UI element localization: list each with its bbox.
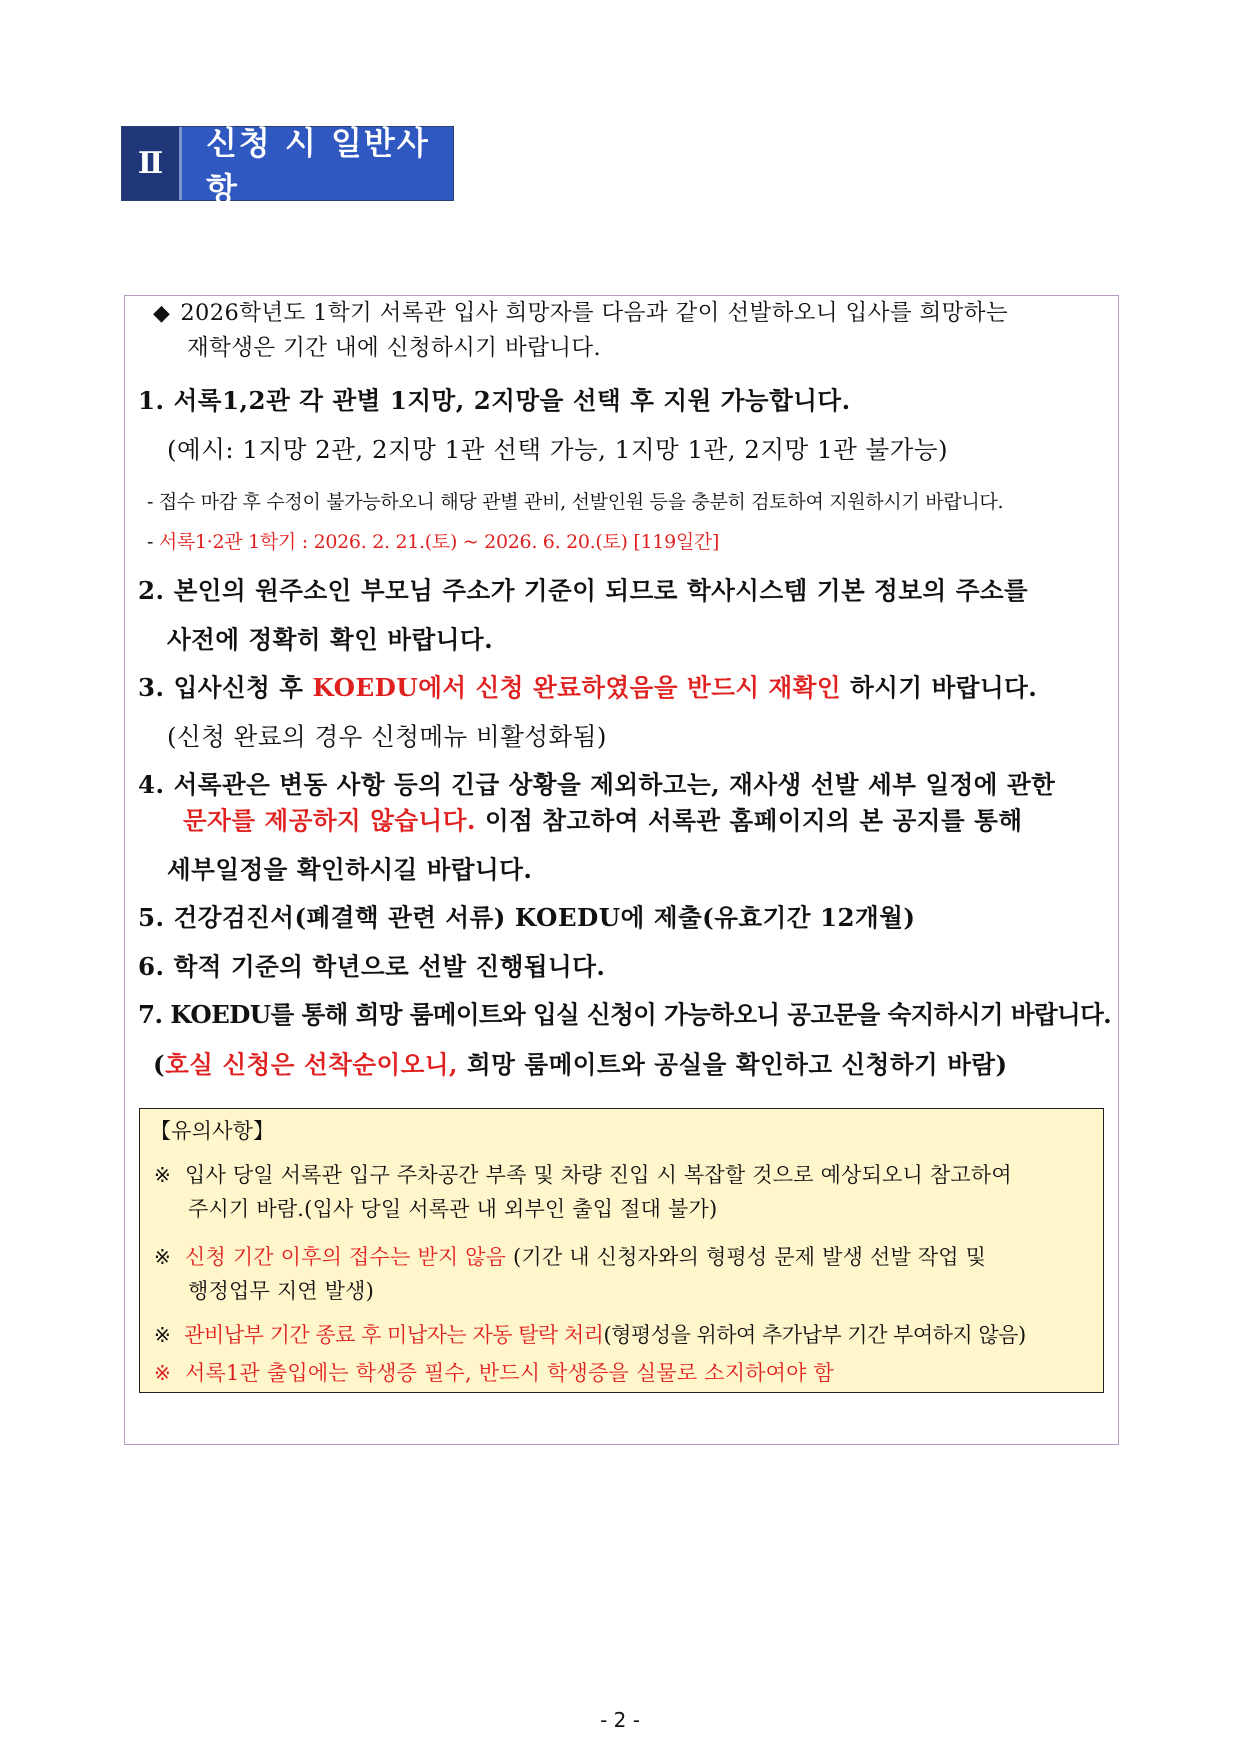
reference-mark-icon: ※	[154, 1245, 171, 1269]
item-1-period: - 서록1·2관 1학기 : 2026. 2. 21.(토) ~ 2026. 6. 20.(토) [119일간]	[147, 531, 720, 553]
section-number: Ⅱ	[122, 127, 182, 200]
notice-3: ※ 관비납부 기간 종료 후 미납자는 자동 탈락 처리(형평성을 위하여 추가납부 기간 부여하지 않음)	[154, 1323, 1026, 1347]
reference-mark-icon: ※	[154, 1163, 171, 1187]
item-7: 7. KOEDU를 통해 희망 룸메이트와 입실 신청이 가능하오니 공고문을 숙지하시기 바랍니다.	[138, 1000, 1112, 1029]
notice-box	[139, 1108, 1104, 1393]
notice-2-line-1: ※ 신청 기간 이후의 접수는 받지 않음 (기간 내 신청자와의 형평성 문제 발생 선발 작업 및	[154, 1245, 987, 1269]
item-7-line-2: (호실 신청은 선착순이오니, 희망 룸메이트와 공실을 확인하고 신청하기 바람)	[153, 1050, 1008, 1079]
intro-line-1: ◆ 2026학년도 1학기 서록관 입사 희망자를 다음과 같이 선발하오니 입사를 희망하는	[153, 300, 1009, 326]
item-2-line-1: 2. 본인의 원주소인 부모님 주소가 기준이 되므로 학사시스템 기본 정보의 주소를	[138, 576, 1029, 605]
section-heading	[121, 123, 454, 208]
item-4-line-3: 세부일정을 확인하시길 바랍니다.	[167, 855, 533, 884]
notice-title: 【유의사항】	[150, 1119, 275, 1143]
content-box	[124, 295, 1119, 1445]
reference-mark-icon: ※	[154, 1361, 171, 1385]
item-4-line-2: 문자를 제공하지 않습니다. 이점 참고하여 서록관 홈페이지의 본 공지를 통해	[183, 806, 1023, 835]
diamond-bullet-icon: ◆	[153, 301, 171, 326]
item-1: 1. 서록1,2관 각 관별 1지망, 2지망을 선택 후 지원 가능합니다.	[138, 386, 851, 415]
item-2-line-2: 사전에 정확히 확인 바랍니다.	[167, 625, 494, 654]
item-5: 5. 건강검진서(폐결핵 관련 서류) KOEDU에 제출(유효기간 12개월)	[138, 903, 916, 932]
notice-4: ※ 서록1관 출입에는 학생증 필수, 반드시 학생증을 실물로 소지하여야 함	[154, 1361, 835, 1385]
item-3-line-2: (신청 완료의 경우 신청메뉴 비활성화됨)	[167, 722, 607, 751]
intro-line-2: 재학생은 기간 내에 신청하시기 바랍니다.	[187, 335, 602, 361]
page-number: - 2 -	[600, 1708, 640, 1732]
item-1-example: (예시: 1지망 2관, 2지망 1관 선택 가능, 1지망 1관, 2지망 1관 불가능)	[167, 435, 949, 464]
item-3: 3. 입사신청 후 KOEDU에서 신청 완료하였음을 반드시 재확인 하시기 바랍니다.	[138, 673, 1038, 702]
notice-1-line-1: ※ 입사 당일 서록관 입구 주차공간 부족 및 차량 진입 시 복잡할 것으로 예상되오니 참고하여	[154, 1163, 1012, 1187]
item-6: 6. 학적 기준의 학년으로 선발 진행됩니다.	[138, 952, 606, 981]
section-title: 신청 시 일반사항	[182, 127, 453, 200]
reference-mark-icon: ※	[154, 1323, 171, 1347]
notice-2-line-2: 행정업무 지연 발생)	[188, 1279, 375, 1303]
item-1-note: - 접수 마감 후 수정이 불가능하오니 해당 관별 관비, 선발인원 등을 충분히 검토하여 지원하시기 바랍니다.	[147, 491, 1004, 513]
notice-1-line-2: 주시기 바람.(입사 당일 서록관 내 외부인 출입 절대 불가)	[188, 1197, 718, 1221]
item-4-line-1: 4. 서록관은 변동 사항 등의 긴급 상황을 제외하고는, 재사생 선발 세부 일정에 관한	[138, 770, 1056, 799]
